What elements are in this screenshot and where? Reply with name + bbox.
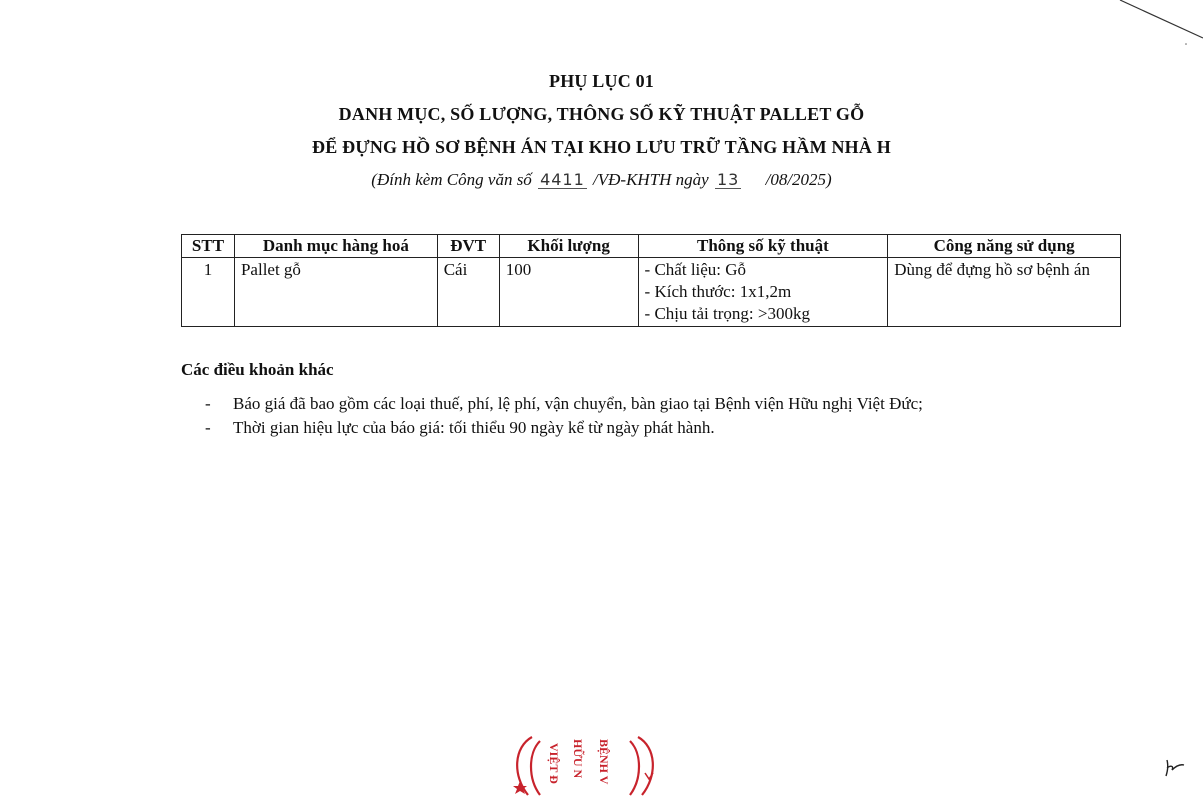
corner-scan-line: [0, 0, 1203, 60]
document-heading-line-2: ĐỂ ĐỰNG HỒ SƠ BỆNH ÁN TẠI KHO LƯU TRỮ TẦNG HẦM NHÀ H: [312, 137, 891, 157]
handwritten-initial-mark: [1162, 756, 1192, 780]
term-text: Báo giá đã bao gồm các loại thuế, phí, lệ phí, vận chuyển, bàn giao tại Bệnh viện Hữu nghị Việt Đức;: [233, 394, 923, 413]
header-unit: ĐVT: [437, 235, 499, 258]
items-table: [181, 234, 1121, 327]
cell-unit: Cái: [437, 258, 499, 327]
seal-text-2: HỮU N: [571, 739, 585, 779]
spec-size: - Kích thước: 1x1,2m: [644, 282, 792, 301]
other-terms-title: Các điều khoản khác: [181, 360, 334, 379]
bullet-dash: -: [205, 394, 211, 413]
header-usage: Công năng sử dụng: [888, 235, 1121, 258]
header-quantity: Khối lượng: [499, 235, 638, 258]
cell-item: Pallet gỗ: [234, 258, 437, 327]
attachment-suffix: /08/2025): [765, 170, 832, 189]
table-header-row: [182, 235, 1121, 258]
cell-stt: 1: [182, 258, 235, 327]
spec-load: - Chịu tải trọng: >300kg: [644, 304, 810, 323]
cell-quantity: 100: [499, 258, 638, 327]
table-row: [182, 258, 1121, 327]
bullet-dash: -: [205, 418, 211, 437]
header-specs: Thông số kỹ thuật: [638, 235, 888, 258]
attachment-mid: /VĐ-KHTH ngày: [593, 170, 709, 189]
cell-usage: Dùng để đựng hồ sơ bệnh án: [888, 258, 1121, 327]
spec-material: - Chất liệu: Gỗ: [644, 260, 747, 279]
document-heading-line-1: DANH MỤC, SỐ LƯỢNG, THÔNG SỐ KỸ THUẬT PALLET GỖ: [338, 104, 865, 124]
header-stt: STT: [182, 235, 235, 258]
attachment-prefix: (Đính kèm Công văn số: [371, 170, 532, 189]
hospital-seal-stamp: [500, 735, 670, 796]
attachment-reference: [0, 170, 1203, 190]
handwritten-day: 13: [716, 170, 740, 189]
seal-text-3: VIỆT Đ: [547, 743, 561, 784]
cell-specs: [638, 258, 888, 327]
header-item: Danh mục hàng hoá: [234, 235, 437, 258]
term-text: Thời gian hiệu lực của báo giá: tối thiểu 90 ngày kể từ ngày phát hành.: [233, 418, 715, 437]
seal-text-1: BỆNH V: [597, 739, 611, 785]
handwritten-doc-number: 4411: [540, 170, 585, 189]
appendix-title: PHỤ LỤC 01: [549, 71, 654, 91]
